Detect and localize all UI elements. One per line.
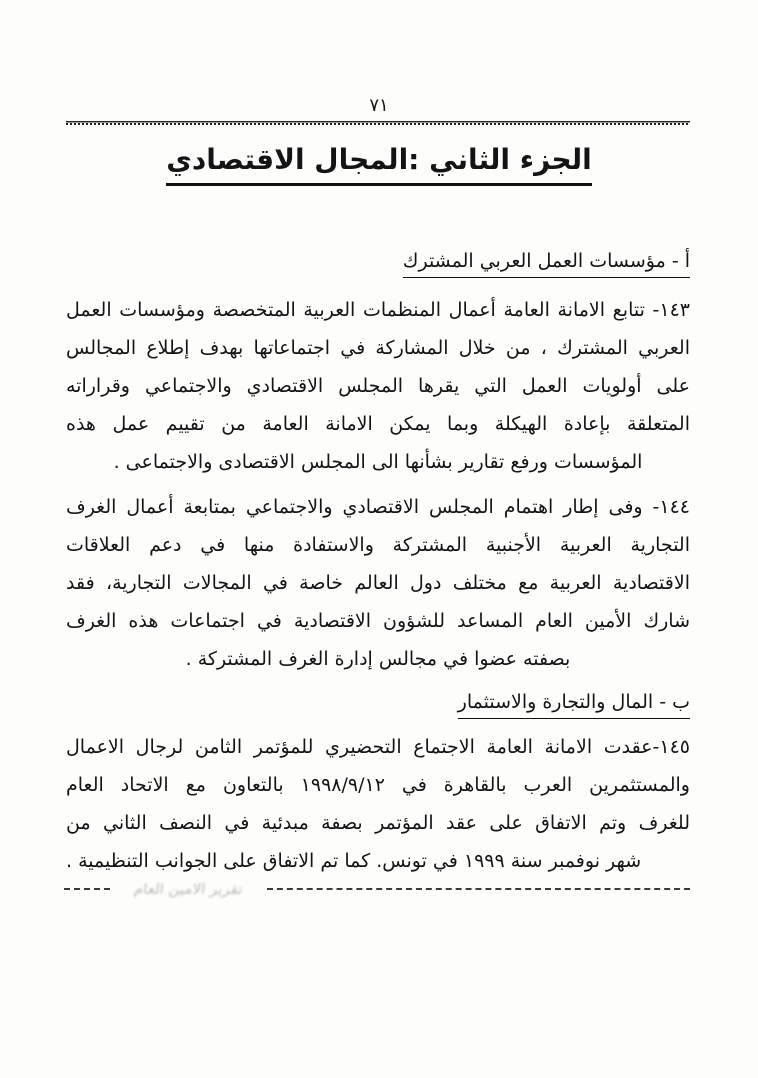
- paragraph-144: [66, 490, 690, 680]
- paragraph-line: ١٤٤- وفى إطار اهتمام المجلس الاقتصادي والاجتماعي بمتابعة أعمال الغرف: [66, 496, 690, 518]
- section-heading-a-text: أ - مؤسسات العمل العربي المشترك: [403, 250, 690, 278]
- paragraph-line: المتعلقة بإعادة الهيكلة وبما يمكن الامانة العامة من تقييم عمل هذه: [66, 413, 690, 435]
- footer-dash-short: [64, 888, 110, 890]
- section-heading-b-text: ب - المال والتجارة والاستثمار: [458, 691, 690, 719]
- page-number: ٧١: [369, 95, 389, 116]
- paragraph-line: شارك الأمين العام المساعد للشؤون الاقتصادية في اجتماعات هذه الغرف: [66, 610, 690, 632]
- paragraph-line: التجارية العربية الأجنبية المشتركة والاستفادة منها في دعم العلاقات: [66, 534, 690, 556]
- paragraph-line: والمستثمرين العرب بالقاهرة في ١٩٩٨/٩/١٢ بالتعاون مع الاتحاد العام: [66, 774, 690, 796]
- section-heading-b: [66, 691, 690, 721]
- paragraph-line: شهر نوفمبر سنة ١٩٩٩ في تونس. كما تم الاتفاق على الجوانب التنظيمية .: [66, 850, 642, 872]
- footer-faded-stamp: تقرير الامين العام: [133, 880, 244, 898]
- footer-dash-long: [267, 888, 690, 890]
- paragraph-line: للغرف وتم الاتفاق على عقد المؤتمر بصفة مبدئية في النصف الثاني من: [66, 812, 690, 834]
- header-rule: [66, 121, 690, 126]
- document-title: [0, 143, 758, 186]
- document-body: [66, 250, 690, 889]
- paragraph-line: الاقتصادية العربية مع مختلف دول العالم خاصة في المجالات التجارية، فقد: [66, 572, 690, 594]
- section-heading-a: [66, 250, 690, 280]
- footer-rule: [64, 880, 690, 898]
- paragraph-line: العربي المشترك ، من خلال المشاركة في اجتماعاتها بهدف إطلاع المجالس: [66, 337, 690, 359]
- paragraph-143: [66, 293, 690, 483]
- paragraph-145: [66, 730, 690, 882]
- paragraph-line: المؤسسات ورفع تقارير بشأنها الى المجلس الاقتصادى والاجتماعى .: [113, 451, 643, 473]
- paragraph-line: على أولويات العمل التي يقرها المجلس الاقتصادي والاجتماعي وقراراته: [66, 375, 690, 397]
- paragraph-line: ١٤٣- تتابع الامانة العامة أعمال المنظمات العربية المتخصصة ومؤسسات العمل: [66, 299, 690, 321]
- document-title-text: الجزء الثاني :المجال الاقتصادي: [166, 143, 592, 186]
- paragraph-line: ١٤٥-عقدت الامانة العامة الاجتماع التحضيري للمؤتمر الثامن لرجال الاعمال: [66, 736, 690, 758]
- paragraph-line: بصفته عضوا في مجالس إدارة الغرف المشتركة .: [185, 648, 571, 670]
